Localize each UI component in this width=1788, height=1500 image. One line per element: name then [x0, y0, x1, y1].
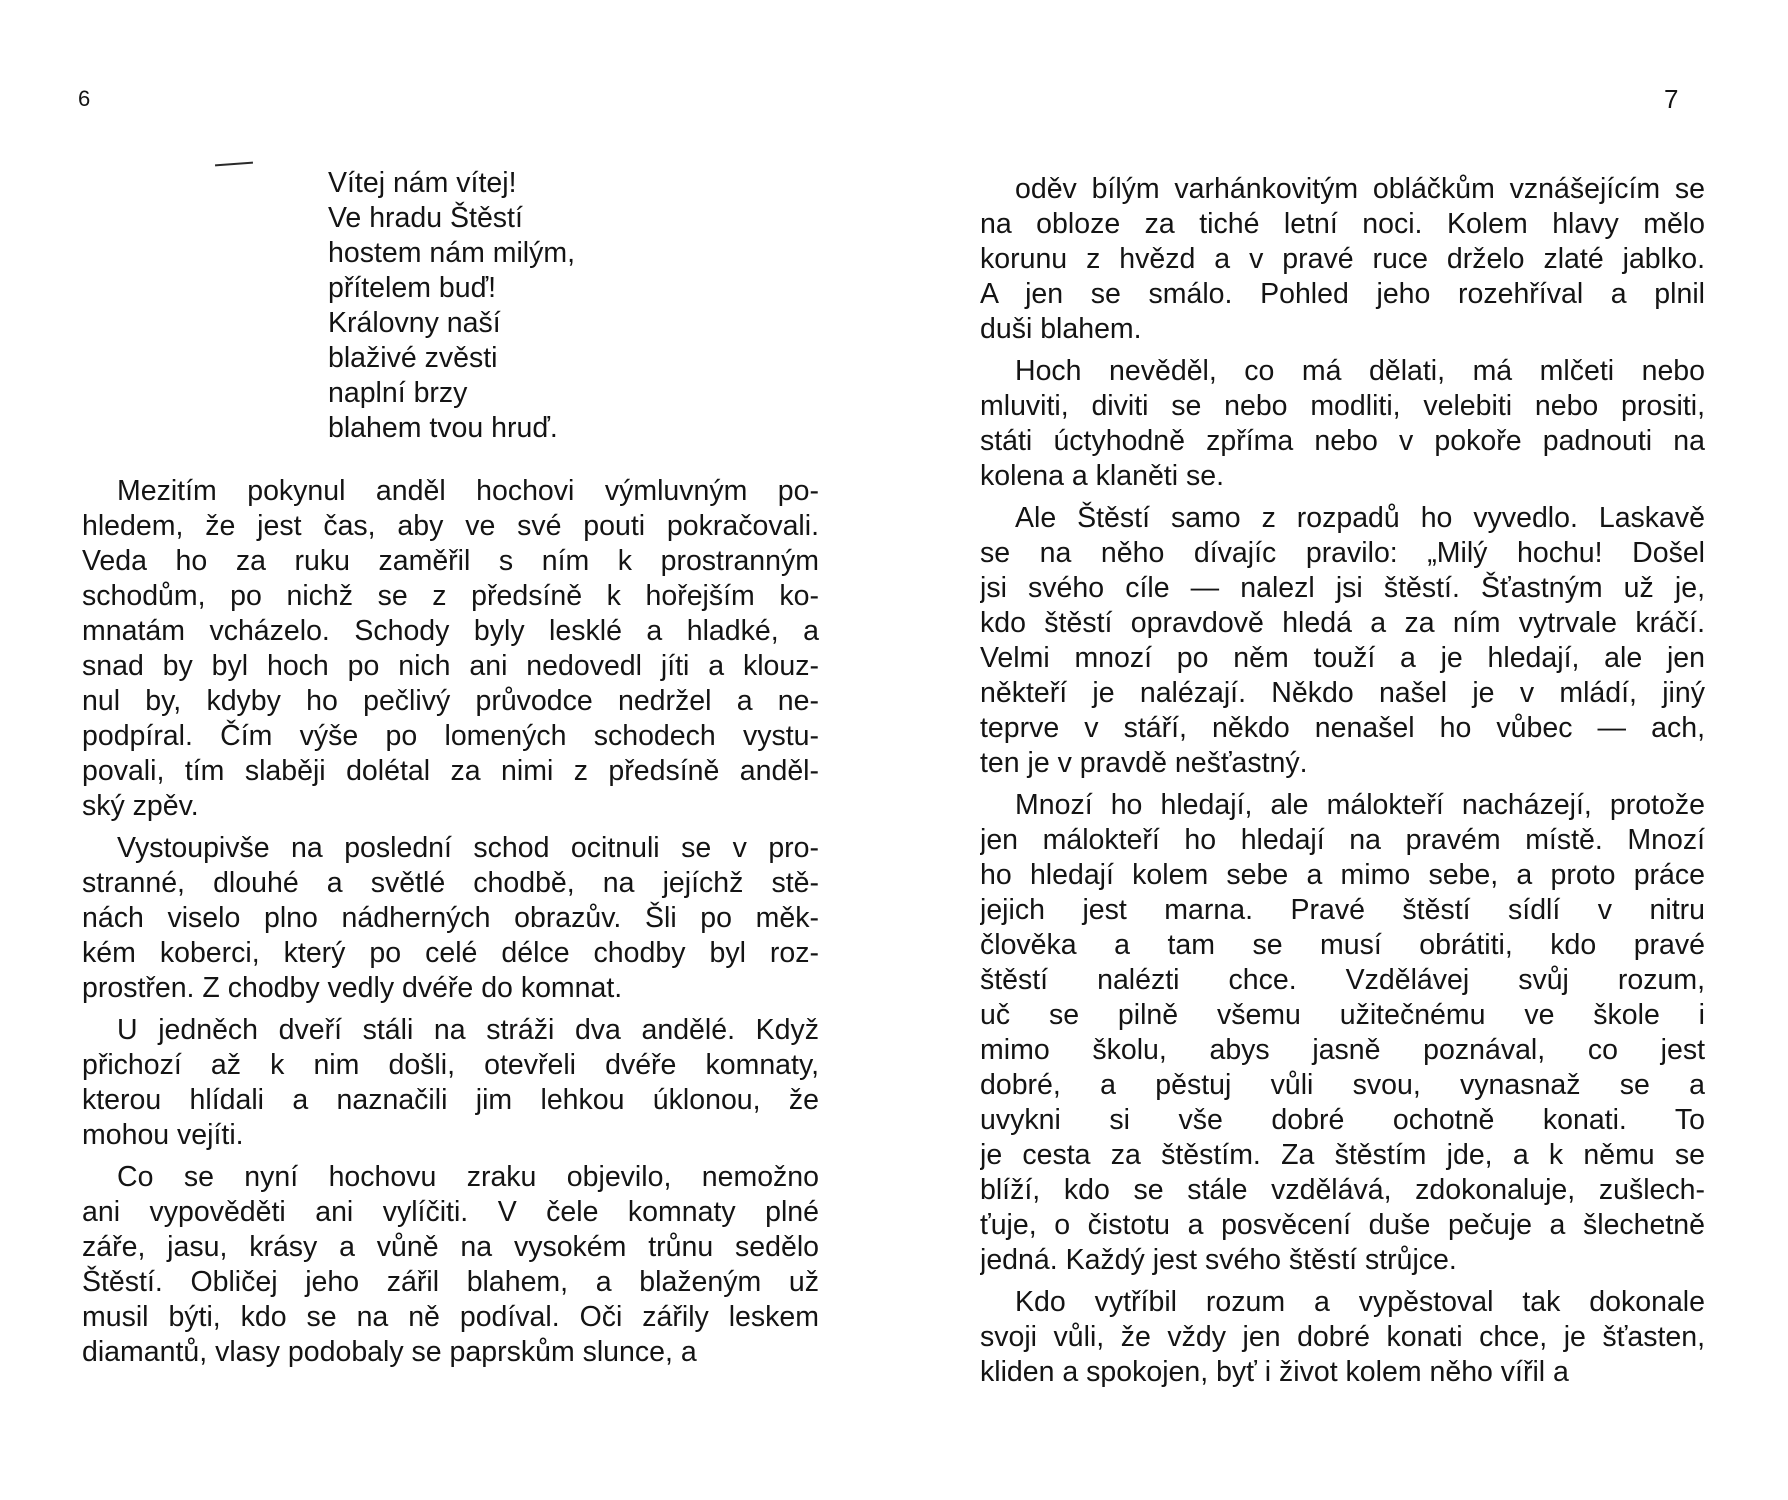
margin-dash-mark: [215, 162, 253, 167]
text-line: Ale Štěstí samo z rozpadů ho vyvedlo. Laskavě: [1015, 502, 1705, 534]
right-page: [894, 0, 1788, 1500]
text-line: hledem, že jest čas, aby ve své pouti pokračovali.: [82, 510, 819, 542]
text-line: stranné, dlouhé a světlé chodbě, na jejíchž stě-: [82, 867, 819, 899]
text-line: musil býti, kdo se na ně podíval. Oči zářily leskem: [82, 1301, 819, 1333]
text-line: na obloze za tiché letní noci. Kolem hlavy mělo: [980, 208, 1705, 240]
poem-line: Královny naší: [328, 307, 501, 339]
poem-line: přítelem buď!: [328, 272, 497, 304]
text-line: A jen se smálo. Pohled jeho rozehříval a plnil: [980, 278, 1705, 310]
text-line: Velmi mnozí po něm touží a je hledají, ale jen: [980, 642, 1705, 674]
text-line: diamantů, vlasy podobaly se paprskům slunce, a: [82, 1336, 697, 1368]
text-line: korunu z hvězd a v pravé ruce drželo zlaté jablko.: [980, 243, 1705, 275]
text-line: Co se nyní hochovu zraku objevilo, nemožno: [117, 1161, 819, 1193]
text-line: ani vypověděti ani vylíčiti. V čele komnaty plné: [82, 1196, 819, 1228]
paragraph: [980, 788, 1705, 1278]
poem-line: blaživé zvěsti: [328, 342, 498, 374]
text-line: snad by byl hoch po nich ani nedovedl jíti a klouz-: [82, 650, 819, 682]
text-line: mohou vejíti.: [82, 1119, 244, 1151]
paragraph: [980, 501, 1705, 781]
text-line: ten je v pravdě nešťastný.: [980, 747, 1308, 779]
right-page-text: [980, 172, 1705, 1390]
paragraph: [980, 354, 1705, 494]
text-line: kdo štěstí opravdově hledá a za ním vytrvale kráčí.: [980, 607, 1705, 639]
text-line: Vystoupivše na poslední schod ocitnuli se v pro-: [117, 832, 819, 864]
text-line: se na něho dívajíc pravilo: „Milý hochu! Došel: [980, 537, 1705, 569]
text-line: jsi svého cíle — nalezl jsi štěstí. Šťastným už je,: [980, 572, 1705, 604]
text-line: kliden a spokojen, byť i život kolem něho vířil a: [980, 1356, 1569, 1388]
text-line: blíží, kdo se stále vzdělává, zdokonaluje, zušlech-: [980, 1174, 1705, 1206]
text-line: schodům, po nichž se z předsíně k hořejším ko-: [82, 580, 819, 612]
text-line: Štěstí. Obličej jeho zářil blahem, a blaženým už: [82, 1266, 819, 1298]
paragraph: [82, 831, 819, 1006]
text-line: dobré, a pěstuj vůli svou, vynasnaž se a: [980, 1069, 1705, 1101]
text-line: uč se pilně všemu užitečnému ve škole i: [980, 999, 1705, 1031]
text-line: podpíral. Čím výše po lomených schodech vystu-: [82, 720, 819, 752]
text-line: U jedněch dveří stáli na stráži dva andělé. Když: [117, 1014, 819, 1046]
text-line: kolena a klaněti se.: [980, 460, 1224, 492]
poem-line: Vítej nám vítej!: [328, 167, 517, 199]
poem-line: hostem nám milým,: [328, 237, 576, 269]
text-line: nách viselo plno nádherných obrazův. Šli po měk-: [82, 902, 819, 934]
text-line: mnatám vcházelo. Schody byly lesklé a hladké, a: [82, 615, 819, 647]
text-line: duši blahem.: [980, 313, 1142, 345]
text-line: člověka a tam se musí obrátiti, kdo pravé: [980, 929, 1705, 961]
text-line: ťuje, o čistotu a posvěcení duše pečuje a šlechetně: [980, 1209, 1705, 1241]
paragraph: [82, 1160, 819, 1370]
paragraph: [980, 172, 1705, 347]
text-line: ho hledají kolem sebe a mimo sebe, a proto práce: [980, 859, 1705, 891]
text-line: je cesta za štěstím. Za štěstím jde, a k němu se: [980, 1139, 1705, 1171]
text-line: Mnozí ho hledají, ale málokteří nacházejí, protože: [1015, 789, 1705, 821]
text-line: ský zpěv.: [82, 790, 199, 822]
poem-stanza: [328, 166, 575, 446]
poem-line: blahem tvou hruď.: [328, 412, 558, 444]
text-line: povali, tím slaběji dolétal za nimi z předsíně anděl-: [82, 755, 819, 787]
text-line: jen málokteří ho hledají na pravém místě. Mnozí: [980, 824, 1705, 856]
text-line: uvykni si vše dobré ochotně konati. To: [980, 1104, 1705, 1136]
text-line: Mezitím pokynul anděl hochovi výmluvným po-: [117, 475, 819, 507]
text-line: nul by, kdyby ho pečlivý průvodce nedržel a ne-: [82, 685, 819, 717]
left-page-text: [82, 474, 819, 1370]
text-line: oděv bílým varhánkovitým obláčkům vznášejícím se: [1015, 173, 1705, 205]
text-line: Veda ho za ruku zaměřil s ním k prostranným: [82, 545, 819, 577]
text-line: státi úctyhodně zpříma nebo v pokoře padnouti na: [980, 425, 1705, 457]
text-line: přichozí až k nim došli, otevřeli dvéře komnaty,: [82, 1049, 819, 1081]
text-line: kterou hlídali a naznačili jim lehkou úklonou, že: [82, 1084, 819, 1116]
text-line: štěstí nalézti chce. Vzdělávej svůj rozum,: [980, 964, 1705, 996]
text-line: svoji vůli, že vždy jen dobré konati chce, je šťasten,: [980, 1321, 1705, 1353]
paragraph: [980, 1285, 1705, 1390]
text-line: mimo školu, abys jasně poznával, co jest: [980, 1034, 1705, 1066]
left-page-number: 6: [78, 86, 91, 111]
text-line: Kdo vytříbil rozum a vypěstoval tak dokonale: [1015, 1286, 1705, 1318]
paragraph: [82, 474, 819, 824]
text-line: Hoch nevěděl, co má dělati, má mlčeti nebo: [1015, 355, 1705, 387]
text-line: kém koberci, který po celé délce chodby byl roz-: [82, 937, 819, 969]
text-line: záře, jasu, krásy a vůně na vysokém trůnu sedělo: [82, 1231, 819, 1263]
poem-line: naplní brzy: [328, 377, 468, 409]
text-line: někteří je nalézají. Někdo našel je v mládí, jiný: [980, 677, 1705, 709]
paragraph: [82, 1013, 819, 1153]
text-line: jedná. Každý jest svého štěstí strůjce.: [980, 1244, 1457, 1276]
text-line: prostřen. Z chodby vedly dvéře do komnat.: [82, 972, 623, 1004]
text-line: jejich jest marna. Pravé štěstí sídlí v nitru: [980, 894, 1705, 926]
text-line: mluviti, diviti se nebo modliti, velebiti nebo prositi,: [980, 390, 1705, 422]
text-line: teprve v stáří, někdo nenašel ho vůbec — ach,: [980, 712, 1705, 744]
poem-line: Ve hradu Štěstí: [328, 202, 523, 234]
right-page-number: 7: [1664, 84, 1679, 114]
